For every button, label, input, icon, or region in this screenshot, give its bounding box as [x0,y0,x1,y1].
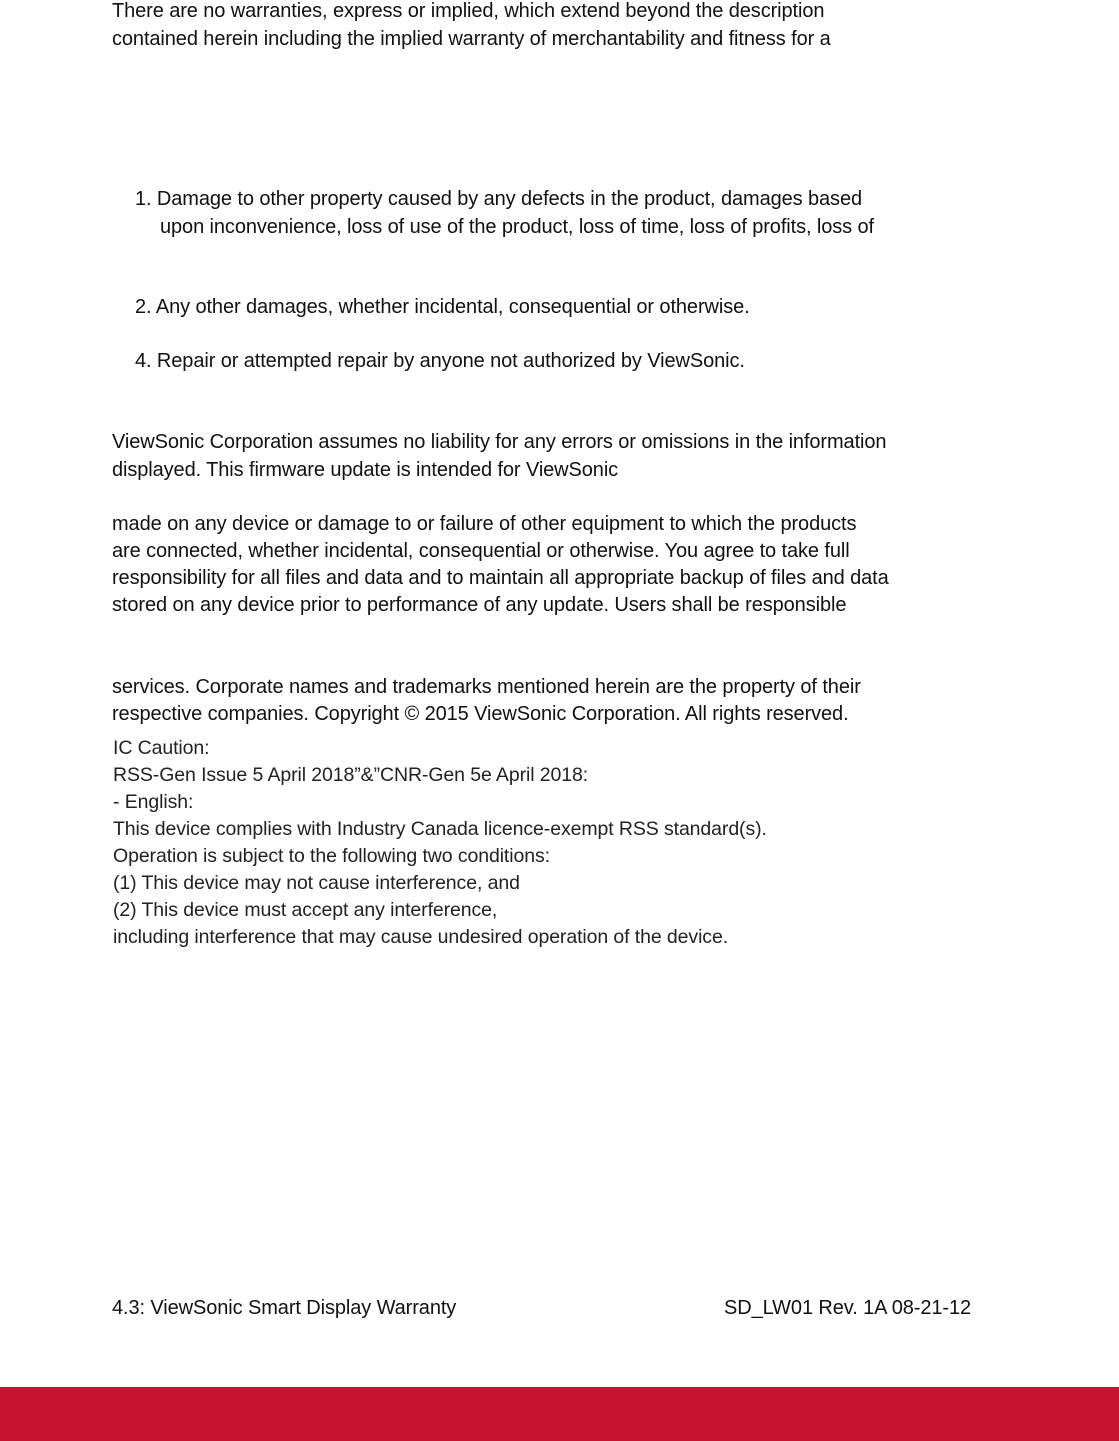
ic-caution-heading: IC Caution: [113,737,210,759]
copyright-line-1: services. Corporate names and trademarks mentioned herein are the property of their [112,676,861,698]
ic-caution-line-operation: Operation is subject to the following two conditions: [113,845,550,867]
ic-caution-line-condition-2: (2) This device must accept any interference, [113,899,498,921]
damages-item-1-line-2: upon inconvenience, loss of use of the product, loss of time, loss of profits, loss of [160,216,875,238]
warranty-intro-line-1: There are no warranties, express or implied, which extend beyond the description [112,0,825,22]
ic-caution-line-rss-gen: RSS-Gen Issue 5 April 2018”&”CNR-Gen 5e April 2018: [113,764,589,786]
responsibility-line-3: responsibility for all files and data and to maintain all appropriate backup of files and data [112,567,889,589]
responsibility-line-4: stored on any device prior to performance of any update. Users shall be responsible [112,594,847,616]
footer-doc-revision: SD_LW01 Rev. 1A 08-21-12 [724,1297,971,1319]
warranty-intro-line-2: contained herein including the implied warranty of merchantability and fitness for a [112,28,831,50]
ic-caution-line-complies: This device complies with Industry Canada licence-exempt RSS standard(s). [113,818,767,840]
ic-caution-line-condition-1: (1) This device may not cause interference, and [113,872,520,894]
brand-footer-bar [0,1387,1119,1441]
ic-caution-line-undesired: including interference that may cause undesired operation of the device. [113,926,729,948]
liability-line-2: displayed. This firmware update is intended for ViewSonic [112,459,619,481]
copyright-line-2: respective companies. Copyright © 2015 ViewSonic Corporation. All rights reserved. [112,703,849,725]
liability-line-1: ViewSonic Corporation assumes no liability for any errors or omissions in the information [112,431,887,453]
damages-item-1-line-1: 1. Damage to other property caused by any defects in the product, damages based [135,188,862,210]
responsibility-line-1: made on any device or damage to or failure of other equipment to which the products [112,513,857,535]
footer-section-title: 4.3: ViewSonic Smart Display Warranty [112,1297,457,1319]
damages-item-4: 4. Repair or attempted repair by anyone not authorized by ViewSonic. [135,350,745,372]
ic-caution-line-english: - English: [113,791,194,813]
responsibility-line-2: are connected, whether incidental, consequential or otherwise. You agree to take full [112,540,850,562]
damages-item-2: 2. Any other damages, whether incidental, consequential or otherwise. [135,296,750,318]
